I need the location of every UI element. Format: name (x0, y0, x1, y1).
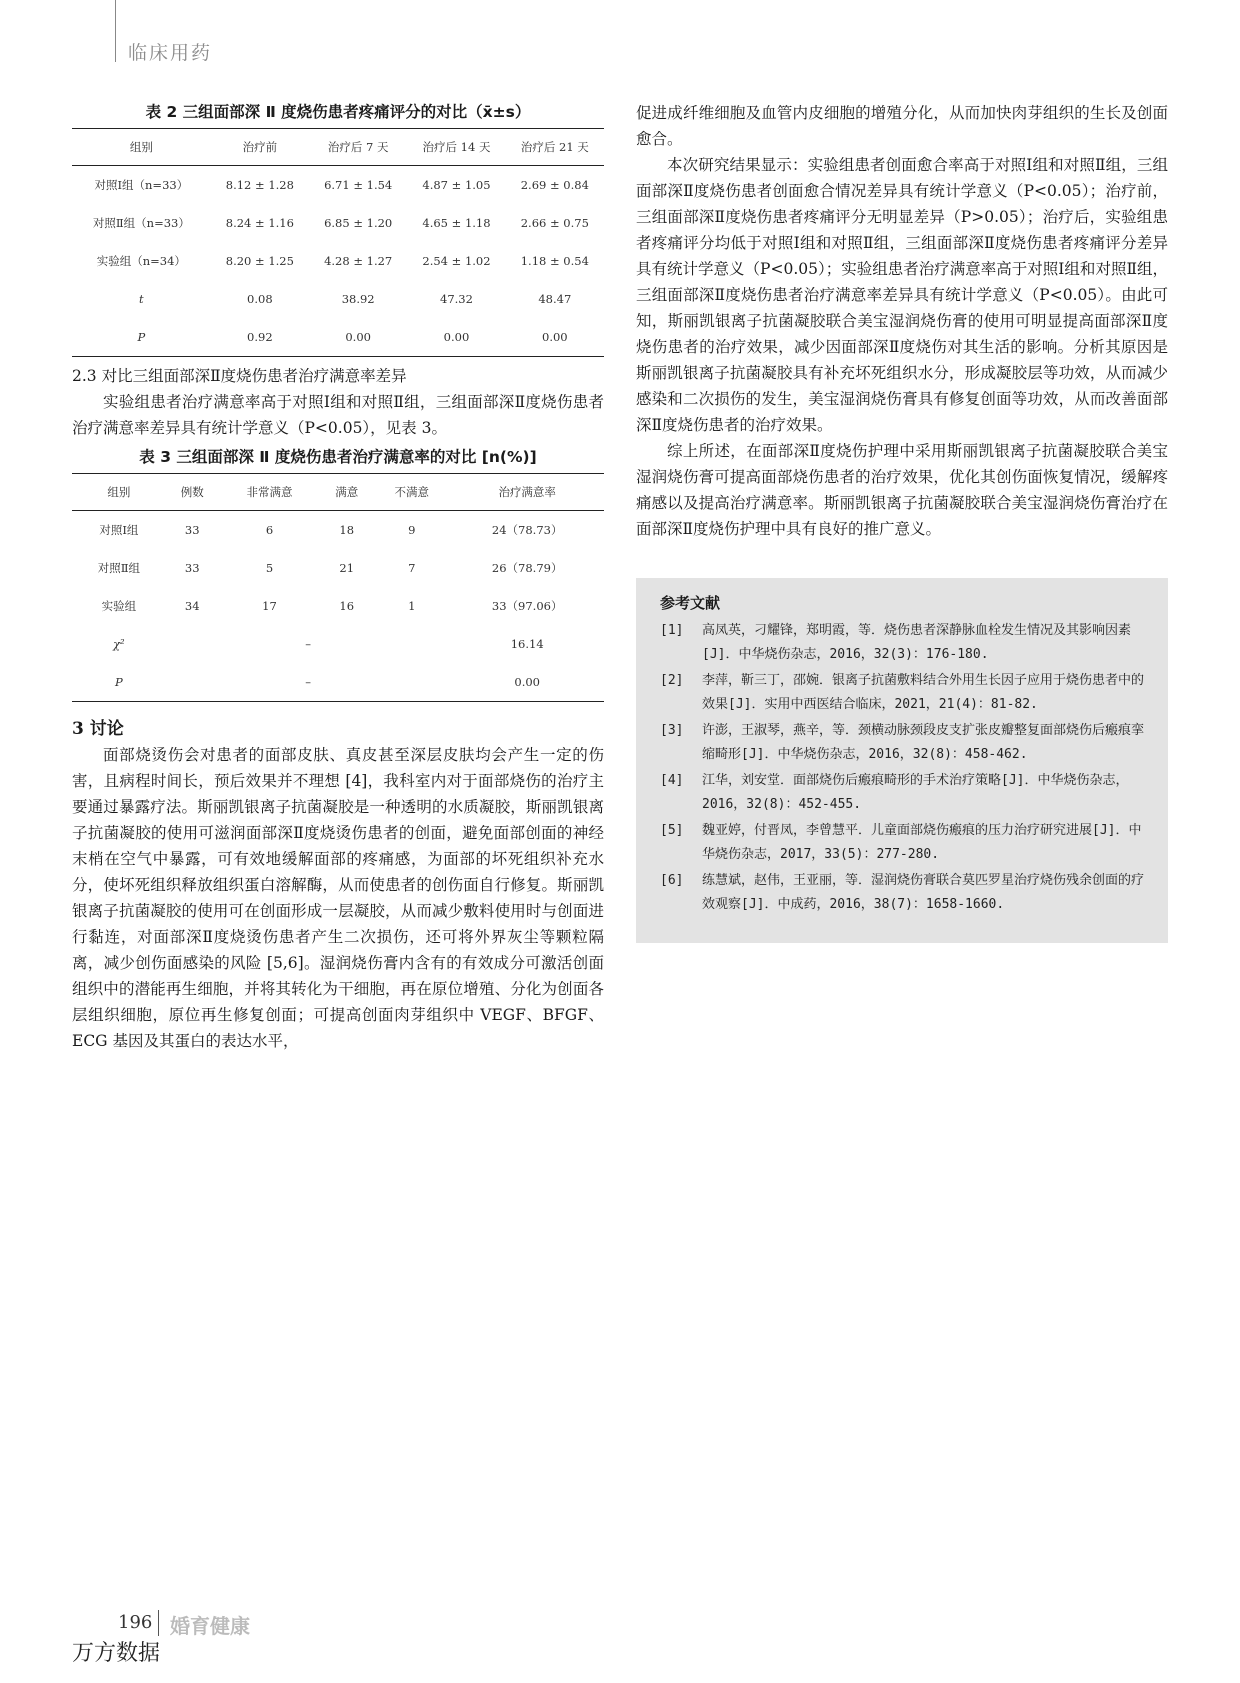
table-header-cell: 组别 (107, 485, 131, 499)
table-cell: 17 (262, 599, 277, 613)
table-header-cell: 治疗后 7 天 (327, 140, 389, 154)
reference-text: 江华，刘安堂．面部烧伤后瘢痕畸形的手术治疗策略[J]．中华烧伤杂志，2016，32(8)：452-455. (702, 773, 1129, 812)
table-cell: 7 (408, 561, 416, 575)
table-cell: 4.65 ± 1.18 (422, 216, 491, 230)
reference-number: [6] (660, 873, 684, 888)
table-header-cell: 例数 (180, 485, 204, 499)
section-header: 临床用药 (128, 42, 213, 64)
table-cell: 8.24 ± 1.16 (225, 216, 294, 230)
table-cell: 对照Ⅱ组 (97, 561, 141, 575)
table3-caption: 表 3 三组面部深 Ⅱ 度烧伤患者治疗满意率的对比 [n(%)] (139, 448, 537, 466)
reference-text: 魏亚婷，付晋凤，李曾慧平．儿童面部烧伤瘢痕的压力治疗研究进展[J]．中华烧伤杂志，2017，33(5)：277-280. (702, 823, 1142, 862)
table-cell: 1.18 ± 0.54 (520, 254, 589, 268)
table-cell: 1 (408, 599, 416, 613)
table-cell: – (305, 675, 311, 689)
table-row (72, 318, 604, 357)
table-cell: 6 (265, 523, 274, 537)
table-cell: P (115, 675, 123, 689)
references-box (636, 578, 1168, 943)
table-cell: 0.00 (443, 330, 470, 344)
table-header-cell: 治疗后 21 天 (520, 140, 589, 154)
table-cell: 对照Ⅰ组（n=33） (94, 178, 189, 192)
table-cell: t (139, 292, 144, 306)
table-cell: 8.12 ± 1.28 (225, 178, 294, 192)
section-3-heading: 3 讨论 (72, 719, 124, 739)
section-3-paragraph: 面部烧烫伤会对患者的面部皮肤、真皮甚至深层皮肤均会产生一定的伤害，且病程时间长，预后效果并不理想 [4]，我科室内对于面部烧伤的治疗主要通过暴露疗法。斯丽凯银离子抗菌凝胶是一种透明的水质凝胶，斯丽凯银离子抗菌凝胶的使用可滋润面部深Ⅱ度烧烫伤患者的创面，避免面部创面的神经末梢在空气中暴露，可有效地缓解面部的疼痛感，为面部的坏死组织补充水分，使坏死组织释放组织蛋白溶解酶，从而使患者的创伤面自行修复。斯丽凯银离子抗菌凝胶的使用可在创面形成一层凝胶，从而减少敷料使用时与创面进行黏连，对面部深Ⅱ度烧烫伤患者产生二次损伤，还可将外界灰尘等颗粒隔离，减少创伤面感染的风险 [5,6]。湿润烧伤膏内含有的有效成分可激活创面组织中的潜能再生细胞，并将其转化为干细胞，再在原位增殖、分化为创面各层组织细胞，原位再生修复创面；可提高创面肉芽组织中 VEGF、BFGF、ECG 基因及其蛋白的表达水平， (72, 746, 604, 1050)
table-row (72, 511, 604, 550)
footer-divider (158, 1610, 159, 1636)
conclusion-paragraph: 综上所述，在面部深Ⅱ度烧伤护理中采用斯丽凯银离子抗菌凝胶联合美宝湿润烧伤膏可提高面部烧伤患者的治疗效果，优化其创伤面恢复情况，缓解疼痛感以及提高治疗满意率。斯丽凯银离子抗菌凝胶联合美宝湿润烧伤膏治疗在面部深Ⅱ度烧伤护理中具有良好的推广意义。 (636, 442, 1168, 538)
table-cell: 2.66 ± 0.75 (520, 216, 589, 230)
references-title: 参考文献 (660, 594, 721, 612)
table-header-cell: 非常满意 (246, 485, 293, 499)
reference-number: [3] (660, 723, 684, 738)
discussion-continued-paragraph: 促进成纤维细胞及血管内皮细胞的增殖分化，从而加快肉芽组织的生长及创面愈合。 (636, 104, 1168, 148)
table-header-cell: 组别 (129, 140, 153, 154)
table-header-row (72, 129, 604, 166)
table-cell: 0.08 (247, 292, 273, 306)
table-row (72, 166, 604, 205)
reference-number: [5] (660, 823, 684, 838)
table-row (72, 242, 604, 280)
table-cell: 9 (408, 523, 416, 537)
table-cell: 6.71 ± 1.54 (324, 178, 393, 192)
reference-item (660, 769, 1144, 817)
reference-item (660, 669, 1144, 717)
table-cell: 实验组（n=34） (96, 254, 186, 268)
table-header-cell: 治疗前 (242, 140, 278, 154)
table-row (72, 280, 604, 318)
table-cell: P (137, 330, 146, 344)
table-cell: 6.85 ± 1.20 (324, 216, 393, 230)
left-column (72, 100, 604, 1054)
page-number: 196 (118, 1612, 153, 1633)
reference-item (660, 719, 1144, 767)
header-divider (115, 0, 116, 62)
table-cell: 0.92 (247, 330, 273, 344)
reference-number: [4] (660, 773, 684, 788)
table-cell: 18 (339, 523, 355, 537)
page-footer (72, 1610, 472, 1670)
table-cell: 8.20 ± 1.25 (225, 254, 294, 268)
table-cell: 2.54 ± 1.02 (422, 254, 491, 268)
table-cell: 4.28 ± 1.27 (324, 254, 393, 268)
reference-item (660, 869, 1144, 917)
table-cell: 47.32 (440, 292, 473, 306)
table-row (72, 204, 604, 242)
table-cell: 26（78.79） (491, 561, 563, 575)
table-cell: 2.69 ± 0.84 (520, 178, 589, 192)
section-2-3-heading: 2.3 对比三组面部深Ⅱ度烧伤患者治疗满意率差异 (72, 367, 407, 385)
results-paragraph: 本次研究结果显示：实验组患者创面愈合率高于对照Ⅰ组和对照Ⅱ组，三组面部深Ⅱ度烧伤患者创面愈合情况差异具有统计学意义（P<0.05）；治疗前，三组面部深Ⅱ度烧伤患者疼痛评分无明显差异（P>0.05）；治疗后，实验组患者疼痛评分均低于对照Ⅰ组和对照Ⅱ组，三组面部深Ⅱ度烧伤患者疼痛评分差异具有统计学意义（P<0.05）；实验组患者治疗满意率高于对照Ⅰ组和对照Ⅱ组，三组面部深Ⅱ度烧伤患者治疗满意率差异具有统计学意义（P<0.05）。由此可知，斯丽凯银离子抗菌凝胶联合美宝湿润烧伤膏的使用可明显提高面部深Ⅱ度烧伤患者的治疗效果，减少因面部深Ⅱ度烧伤对其生活的影响。分析其原因是斯丽凯银离子抗菌凝胶具有补充坏死组织水分，形成凝胶层等功效，从而减少感染和二次损伤的发生，美宝湿润烧伤膏具有修复创面等功效，从而改善面部深Ⅱ度烧伤患者的治疗效果。 (636, 156, 1168, 434)
reference-text: 练慧斌，赵伟，王亚丽，等．湿润烧伤膏联合莫匹罗星治疗烧伤残余创面的疗效观察[J]．中成药，2016，38(7)：1658-1660. (702, 873, 1145, 912)
table-cell: 0.00 (514, 675, 540, 689)
table-header-cell: 治疗满意率 (498, 485, 556, 499)
table-cell: 33（97.06） (491, 599, 563, 613)
table-cell: 33 (184, 523, 200, 537)
reference-text: 许澎，王淑琴，燕辛，等．颈横动脉颈段皮支扩张皮瓣整复面部烧伤后瘢痕挛缩畸形[J]．中华烧伤杂志，2016，32(8)：458-462. (702, 723, 1145, 762)
table-row (72, 549, 604, 587)
table2 (72, 128, 604, 357)
table-header-cell: 不满意 (394, 485, 430, 499)
table-cell: 21 (339, 561, 355, 575)
table-cell: 38.92 (341, 292, 375, 306)
table-cell: 48.47 (538, 292, 572, 306)
table-cell: 5 (265, 561, 274, 575)
table-cell: 对照Ⅱ组（n=33） (92, 216, 190, 230)
reference-text: 高凤英，刁耀锋，郑明霞，等．烧伤患者深静脉血栓发生情况及其影响因素[J]．中华烧伤杂志，2016，32(3)：176-180. (702, 623, 1132, 662)
reference-text: 李萍，靳三丁，邵婉．银离子抗菌敷料结合外用生长因子应用于烧伤患者中的效果[J]．实用中西医结合临床，2021，21(4)：81-82. (702, 673, 1145, 712)
wanfang-watermark: 万方数据 (72, 1641, 161, 1666)
table-cell: χ² (113, 637, 125, 651)
right-column (636, 100, 1168, 943)
table-cell: 16.14 (510, 637, 544, 651)
table-cell: – (305, 637, 311, 651)
table-cell: 34 (184, 599, 200, 613)
table-cell: 实验组 (101, 599, 137, 613)
table-row (72, 663, 604, 702)
table-cell: 24（78.73） (491, 523, 563, 537)
table-cell: 0.00 (542, 330, 568, 344)
table3 (72, 473, 604, 702)
table2-caption: 表 2 三组面部深 Ⅱ 度烧伤患者疼痛评分的对比（x̄±s） (145, 103, 531, 121)
table-header-cell: 治疗后 14 天 (422, 140, 491, 154)
journal-name: 婚育健康 (170, 1614, 250, 1638)
reference-number: [2] (660, 673, 684, 688)
table-row (72, 625, 604, 663)
table-row (72, 587, 604, 625)
reference-item (660, 819, 1144, 867)
table-header-cell: 满意 (335, 485, 359, 499)
table-cell: 16 (339, 599, 355, 613)
table-cell: 4.87 ± 1.05 (422, 178, 491, 192)
section-2-3-paragraph: 实验组患者治疗满意率高于对照Ⅰ组和对照Ⅱ组，三组面部深Ⅱ度烧伤患者治疗满意率差异具有统计学意义（P<0.05），见表 3。 (72, 393, 604, 437)
table-cell: 对照Ⅰ组 (99, 523, 139, 537)
table-cell: 0.00 (345, 330, 371, 344)
reference-number: [1] (660, 623, 684, 638)
reference-item (660, 619, 1144, 667)
table-cell: 33 (184, 561, 200, 575)
table-header-row (72, 474, 604, 511)
